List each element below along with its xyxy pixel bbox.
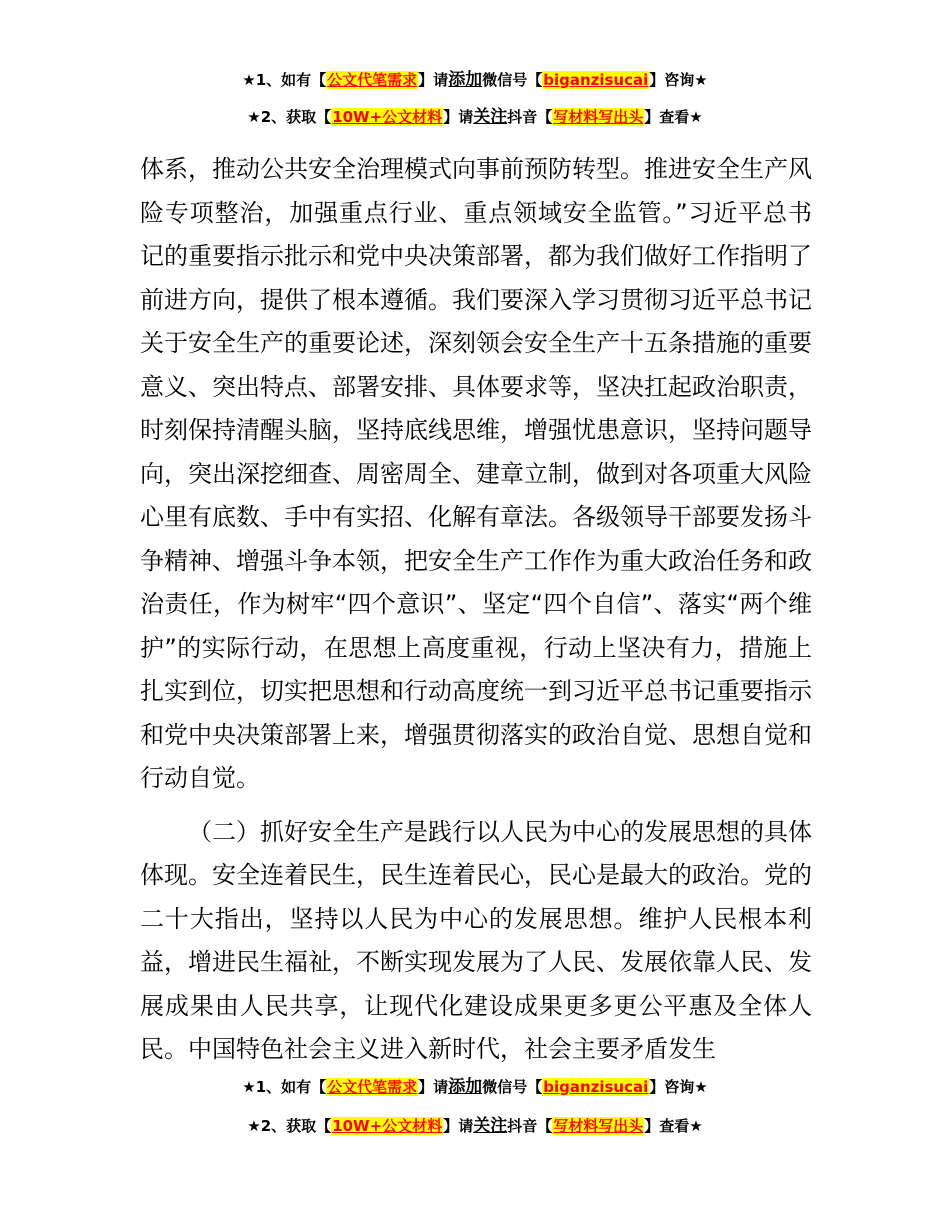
promo-tail: 】咨询★ [649, 71, 708, 89]
footer-promo-line-2 [0, 1116, 950, 1136]
promo-lead: ★2、获取【 [247, 108, 332, 126]
promo-text: 抖音【 [507, 1117, 553, 1135]
promo-tail: 】查看★ [644, 1117, 703, 1135]
promo-text: 】请 [443, 1117, 474, 1135]
promo-emphasis: 添加 [448, 70, 483, 90]
promo-wechat-id: biganzisucai [543, 1078, 649, 1096]
promo-text: 抖音【 [507, 108, 553, 126]
promo-tail: 】咨询★ [649, 1078, 708, 1096]
promo-wechat-id: biganzisucai [543, 71, 649, 89]
promo-text: 】请 [443, 108, 474, 126]
body-paragraph-1: 体系，推动公共安全治理模式向事前预防转型。推进安全生产风险专项整治，加强重点行业、重点领域安全监管。”习近平总书记的重要指示批示和党中央决策部署，都为我们做好工作指明了前进方向，提供了根本遵循。我们要深入学习贯彻习近平总书记关于安全生产的重要论述，深刻领会安全生产十五条措施的重要意义、突出特点、部署安排、具体要求等，坚决扛起政治职责，时刻保持清醒头脑，坚持底线思维，增强忧患意识，坚持问题导向，突出深挖细查、周密周全、建章立制，做到对各项重大风险心里有底数、手中有实招、化解有章法。各级领导干部要发扬斗争精神、增强斗争本领，把安全生产工作作为重大政治任务和政治责任，作为树牢“四个意识”、坚定“四个自信”、落实“两个维护”的实际行动，在思想上高度重视，行动上坚决有力，措施上扎实到位，切实把思想和行动高度统一到习近平总书记重要指示和党中央决策部署上来，增强贯彻落实的政治自觉、思想自觉和行动自觉。 [140, 155, 812, 792]
promo-highlight: 公文代笔需求 [327, 71, 418, 89]
promo-lead: ★1、如有【 [242, 1078, 327, 1096]
promo-emphasis: 关注 [473, 1116, 508, 1136]
header-promo-line-1 [0, 70, 950, 90]
footer-promo-line-1 [0, 1077, 950, 1097]
promo-douyin-id: 写材料写出头 [553, 1117, 644, 1135]
header-promo-line-2 [0, 107, 950, 127]
promo-text: 微信号【 [482, 71, 543, 89]
body-paragraph-2: （二）抓好安全生产是践行以人民为中心的发展思想的具体体现。安全连着民生，民生连着民心，民心是最大的政治。党的二十大指出，坚持以人民为中心的发展思想。维护人民根本利益，增进民生福祉，不断实现发展为了人民、发展依靠人民、发展成果由人民共享，让现代化建设成果更多更公平惠及全体人民。中国特色社会主义进入新时代，社会主要矛盾发生 [140, 817, 812, 1063]
promo-highlight: 10W+公文材料 [332, 108, 443, 126]
promo-tail: 】查看★ [644, 108, 703, 126]
promo-text: 】请 [418, 1078, 449, 1096]
promo-lead: ★2、获取【 [247, 1117, 332, 1135]
promo-douyin-id: 写材料写出头 [553, 108, 644, 126]
document-body [140, 148, 812, 1072]
promo-emphasis: 关注 [473, 107, 508, 127]
promo-emphasis: 添加 [448, 1077, 483, 1097]
promo-text: 】请 [418, 71, 449, 89]
promo-highlight: 公文代笔需求 [327, 1078, 418, 1096]
promo-text: 微信号【 [482, 1078, 543, 1096]
promo-lead: ★1、如有【 [242, 71, 327, 89]
promo-highlight: 10W+公文材料 [332, 1117, 443, 1135]
